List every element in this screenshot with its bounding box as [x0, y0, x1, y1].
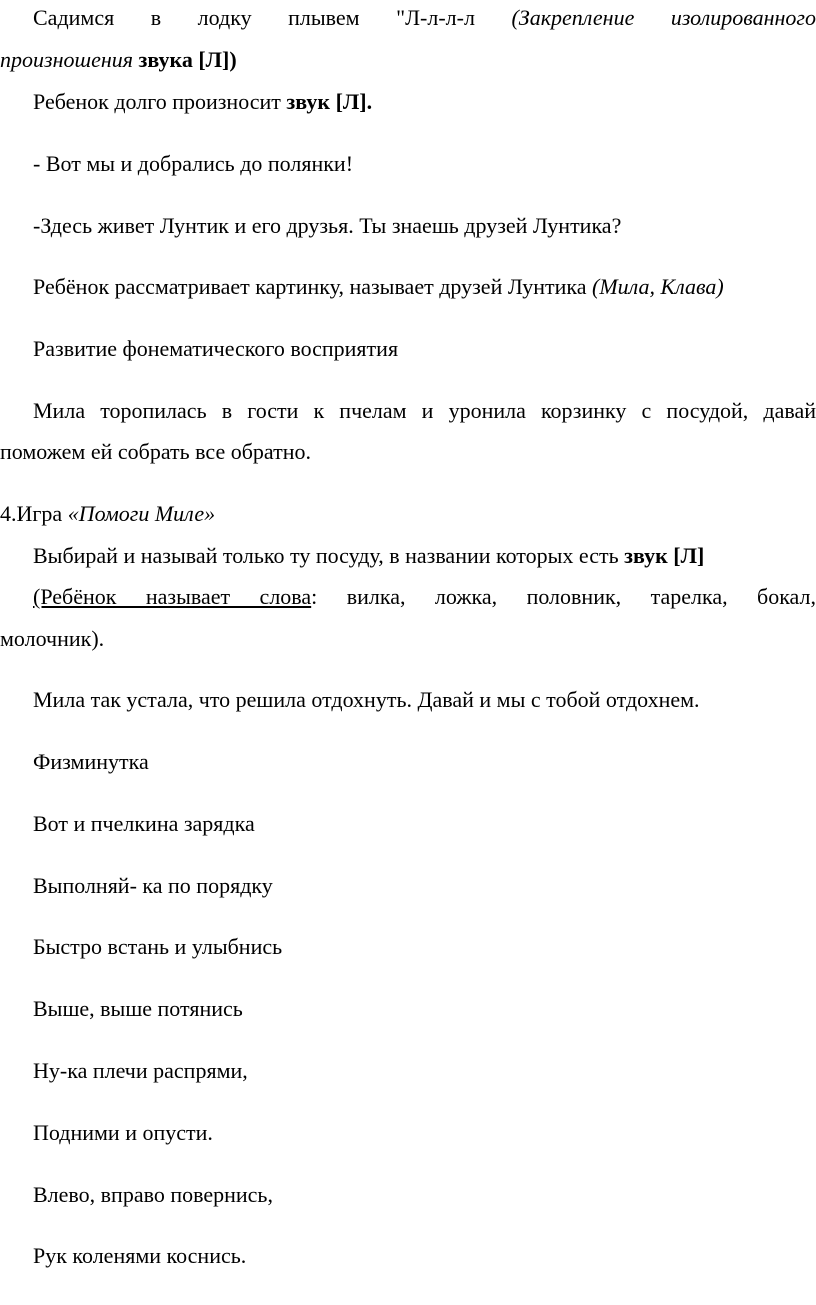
child-sound-bold: звук [Л]. — [286, 89, 373, 114]
poem-line: Рук коленями коснись. — [33, 1243, 247, 1268]
paragraph-boat-line1 — [0, 2, 816, 33]
paragraph-game-title — [0, 498, 816, 529]
paragraph-words-line2: молочник). — [0, 626, 105, 651]
poem-line: Ну-ка плечи распрями, — [33, 1058, 248, 1083]
paragraph-basket-line2: поможем ей собрать все обратно. — [0, 439, 311, 464]
paragraph-words-line1 — [0, 581, 816, 612]
paragraph-luntik: -Здесь живет Лунтик и его друзья. Ты знаешь друзей Лунтика? — [33, 213, 622, 238]
paragraph-friends — [0, 271, 816, 302]
paragraph-rest: Мила так устала, что решила отдохнуть. Давай и мы с тобой отдохнем. — [33, 687, 700, 712]
game-number: 4.Игра — [0, 501, 68, 526]
poem-line: Вот и пчелкина зарядка — [33, 811, 255, 836]
paragraph-meadow: - Вот мы и добрались до полянки! — [33, 151, 354, 176]
friends-italic: (Мила, Клава) — [592, 274, 724, 299]
poem-line: Быстро встань и улыбнись — [33, 934, 283, 959]
poem-line: Подними и опусти. — [33, 1120, 213, 1145]
game-name: «Помоги Миле» — [67, 501, 216, 526]
boat-bold: звука [Л]) — [138, 47, 237, 72]
poem-line: Выполняй- ка по порядку — [33, 873, 273, 898]
boat-italic-start: (Закрепление изолированного — [511, 5, 816, 30]
paragraph-choose — [0, 540, 816, 571]
paragraph-boat-line2 — [0, 44, 816, 75]
paragraph-child-sound — [0, 86, 816, 117]
choose-text: Выбирай и называй только ту посуду, в названии которых есть — [33, 543, 625, 568]
paragraph-basket-line1: Мила торопилась в гости к пчелам и уронила корзинку с посудой, давай — [33, 398, 816, 423]
boat-italic-end: произношения — [0, 47, 139, 72]
child-sound-text: Ребенок долго произносит — [33, 89, 287, 114]
friends-text: Ребёнок рассматривает картинку, называет друзей Лунтика — [33, 274, 592, 299]
words-list-start: : вилка, ложка, половник, тарелка, бокал, — [311, 584, 816, 609]
poem-line: Выше, выше потянись — [33, 996, 243, 1021]
choose-bold: звук [Л] — [624, 543, 705, 568]
poem-line: Влево, вправо повернись, — [33, 1182, 273, 1207]
words-underline: (Ребёнок называет слова — [33, 584, 312, 609]
poem-title: Физминутка — [33, 749, 149, 774]
boat-text: Садимся в лодку плывем "Л-л-л-л — [33, 5, 475, 30]
paragraph-phonemic: Развитие фонематического восприятия — [33, 336, 399, 361]
